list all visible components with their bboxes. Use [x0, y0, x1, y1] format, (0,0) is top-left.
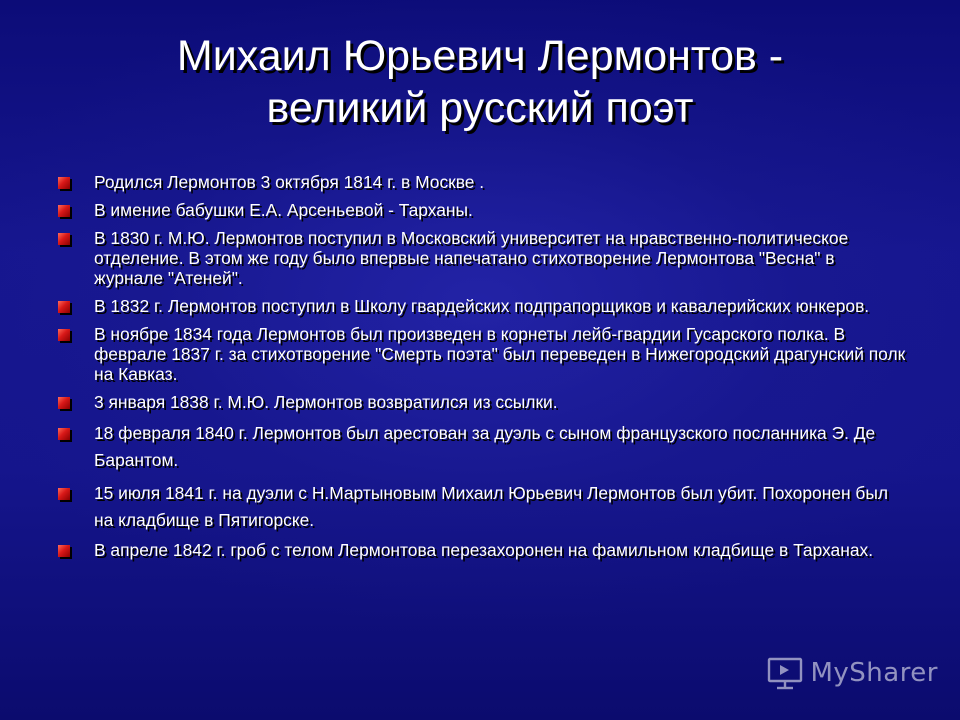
bullet-item — [56, 228, 906, 288]
bullet-item — [56, 296, 906, 316]
bullet-marker-icon — [58, 428, 70, 440]
bullet-list — [56, 172, 906, 568]
bullet-marker-icon — [58, 301, 70, 313]
bullet-text: 18 февраля 1840 г. Лермонтов был арестован за дуэль с сыном французского посланника Э. Де Барантом. — [94, 423, 876, 470]
watermark-logo — [766, 654, 938, 692]
bullet-text: Родился Лермонтов 3 октября 1814 г. в Москве . — [94, 172, 485, 192]
bullet-text: В апреле 1842 г. гроб с телом Лермонтова перезахоронен на фамильном кладбище в Тарханах. — [94, 540, 874, 560]
presentation-screen-icon — [766, 654, 804, 692]
bullet-item — [56, 540, 906, 560]
bullet-marker-icon — [58, 177, 70, 189]
slide-title — [40, 30, 920, 134]
bullet-item — [56, 200, 906, 220]
bullet-marker-icon — [58, 545, 70, 557]
bullet-marker-icon — [58, 329, 70, 341]
bullet-item — [56, 392, 906, 412]
bullet-text: В 1830 г. М.Ю. Лермонтов поступил в Московский университет на нравственно-политическое отделение. В этом же году было впервые напечатано стихотворение Лермонтова "Весна" в журнале "Атеней". — [94, 228, 849, 288]
bullet-text: В ноябре 1834 года Лермонтов был произведен в корнеты лейб-гвардии Гусарского полка. В феврале 1837 г. за стихотворение "Смерть поэта" был переведен в Нижегородский драгунский полк на Кавказ. — [94, 324, 906, 384]
bullet-text: 15 июля 1841 г. на дуэли с Н.Мартыновым Михаил Юрьевич Лермонтов был убит. Похоронен был на кладбище в Пятигорске. — [94, 483, 889, 530]
bullet-text: 3 января 1838 г. М.Ю. Лермонтов возвратился из ссылки. — [94, 392, 558, 412]
bullet-item — [56, 420, 906, 474]
bullet-text: В имение бабушки Е.А. Арсеньевой - Тарханы. — [94, 200, 473, 220]
bullet-item — [56, 480, 906, 534]
bullet-item — [56, 172, 906, 192]
bullet-marker-icon — [58, 488, 70, 500]
watermark-text: MySharer — [810, 658, 938, 688]
bullet-marker-icon — [58, 205, 70, 217]
bullet-marker-icon — [58, 233, 70, 245]
bullet-item — [56, 324, 906, 384]
title-line-2: великий русский поэт — [266, 84, 694, 132]
bullet-text: В 1832 г. Лермонтов поступил в Школу гвардейских подпрапорщиков и кавалерийских юнкеров. — [94, 296, 870, 316]
title-line-1: Михаил Юрьевич Лермонтов - — [176, 32, 784, 80]
bullet-marker-icon — [58, 397, 70, 409]
